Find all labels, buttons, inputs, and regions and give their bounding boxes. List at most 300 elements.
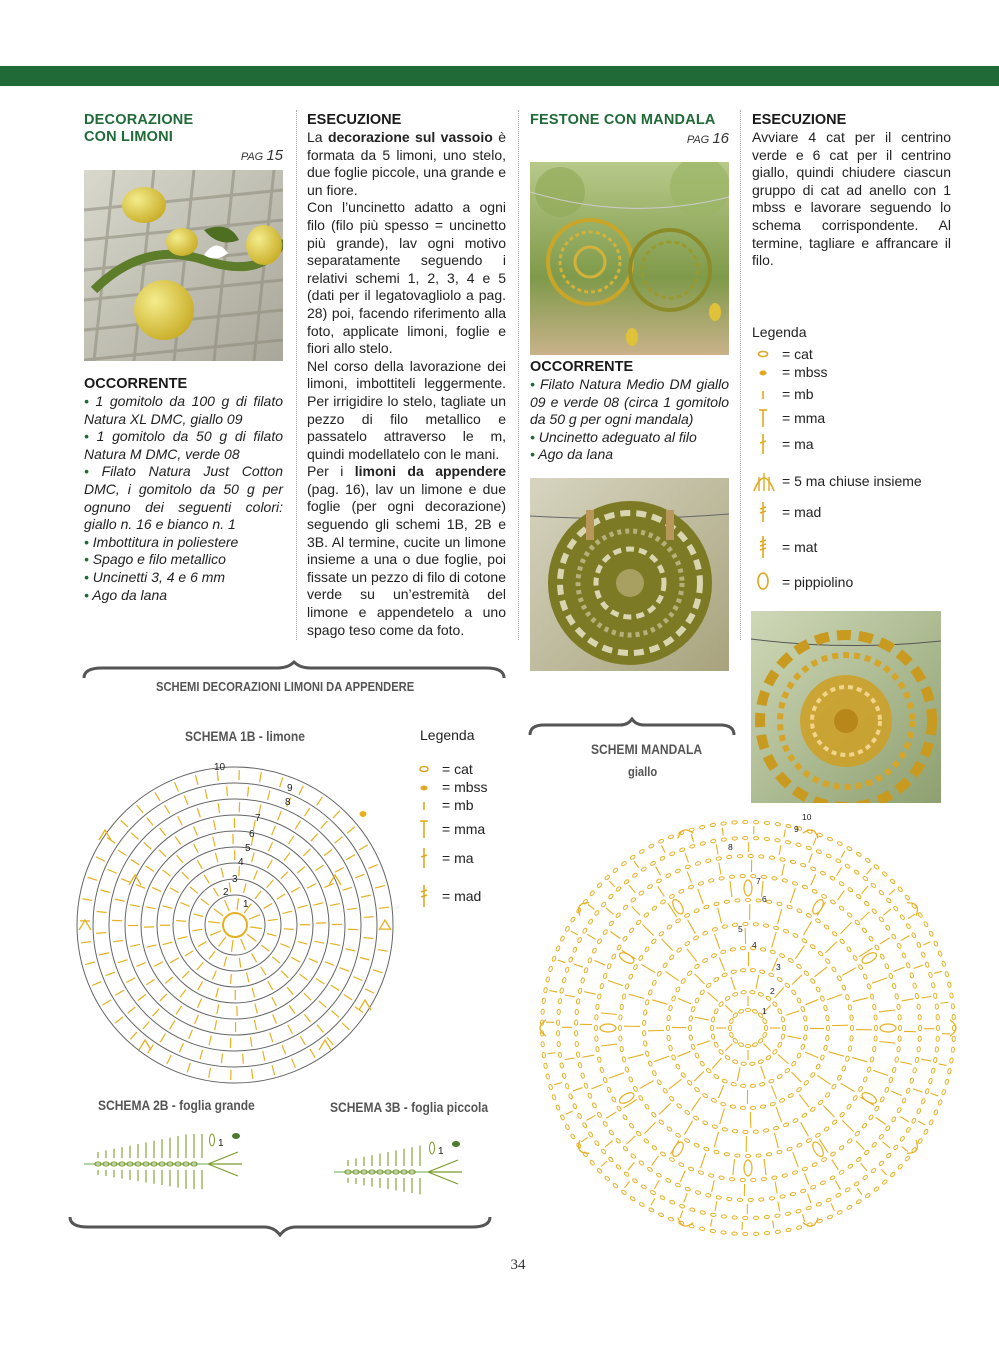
stitch-mark: [209, 951, 215, 959]
mandala-round-label-5: 5: [738, 924, 743, 934]
item: • Filato Natura Just Cotton DMC, i gomitolo da 50 g per ognuno dei seguenti colori: giallo n. 16 e bianco n. 1: [84, 463, 283, 533]
mandala-chain-stitch: [604, 875, 610, 881]
mandala-chain-stitch: [730, 947, 736, 951]
pippiolino-mark: [671, 898, 686, 916]
mandala-stitch: [609, 1073, 624, 1078]
mandala-stitch: [733, 1159, 735, 1175]
mandala-chain-stitch: [641, 866, 647, 872]
mandala-chain-stitch: [862, 1175, 868, 1181]
ring-label-1: 1: [243, 899, 249, 910]
mandala-stitch: [856, 1141, 864, 1150]
mandala-chain-stitch: [719, 876, 725, 880]
photo-festone-garden: [530, 162, 729, 355]
legend-row-pippiolino: = pippiolino: [752, 570, 853, 594]
mandala-stitch: [644, 1122, 655, 1133]
column-esecuzione-1: [307, 112, 506, 639]
stitch-mark: [130, 944, 140, 946]
stitch-mark: [288, 1025, 293, 1034]
caption-giallo: giallo: [628, 764, 658, 779]
mandala-chain-stitch: [886, 897, 892, 903]
mandala-chain-stitch: [652, 980, 657, 986]
mandala-chain-stitch: [616, 944, 621, 950]
stitch-mark: [261, 967, 266, 976]
mandala-chain-stitch: [678, 1162, 684, 1167]
mandala-chain-stitch: [557, 1041, 561, 1046]
mandala-chain-stitch: [684, 941, 690, 947]
stitch-mark: [331, 985, 339, 990]
mandala-chain-stitch: [703, 1147, 709, 1152]
mandala-stitch: [719, 958, 724, 971]
mandala-chain-stitch: [810, 1185, 816, 1190]
stitch-mark: [280, 778, 283, 788]
mandala-stitch: [678, 998, 691, 1003]
esecuzione-title: ESECUZIONE: [307, 112, 402, 128]
mandala-chain-stitch: [847, 887, 853, 893]
mandala-chain-stitch: [597, 882, 603, 888]
mandala-chain-stitch: [632, 1178, 638, 1184]
mandala-chain-stitch: [612, 1183, 618, 1189]
mandala-chain-stitch: [891, 934, 896, 940]
stitch-mark: [147, 945, 157, 947]
mandala-stitch: [708, 992, 718, 1001]
mandala-chain-stitch: [792, 933, 798, 938]
mandala-stitch: [825, 942, 836, 953]
mandala-chain-stitch: [609, 1129, 615, 1135]
item: • Uncinetto adeguato al filo: [530, 428, 697, 445]
mandala-stitch: [786, 1011, 799, 1015]
mandala-chain-stitch: [675, 1063, 680, 1069]
stitch-mark: [278, 811, 282, 820]
mandala-stitch: [840, 922, 851, 933]
stitch-mark: [252, 954, 257, 963]
occorrente-list-3: [530, 359, 729, 464]
mandala-round-label-4: 4: [752, 940, 757, 950]
mandala-stitch: [651, 1198, 655, 1205]
mandala-stitch: [656, 867, 661, 876]
mandala-chain-stitch: [699, 1061, 705, 1067]
mandala-chain-stitch: [713, 977, 719, 983]
mandala-chain-stitch: [643, 1138, 649, 1144]
mandala-chain-stitch: [695, 1190, 701, 1195]
mandala-stitch: [832, 1160, 838, 1170]
photo-green-mandala: [530, 478, 729, 671]
mandala-chain-stitch: [618, 1025, 621, 1030]
mandala-chain-stitch: [830, 899, 836, 905]
mandala-chain-stitch: [777, 1150, 783, 1154]
brace-mandala: [528, 717, 736, 737]
mandala-stitch: [632, 907, 640, 916]
mandala-chain-stitch: [659, 1195, 665, 1200]
item: • Ago da lana: [530, 446, 614, 463]
mandala-chain-stitch: [821, 894, 827, 899]
mandala-stitch: [881, 1169, 886, 1175]
mandala-chain-stitch: [548, 966, 553, 972]
stitch-mark: [268, 919, 278, 920]
mandala-chain-stitch: [699, 825, 705, 829]
mandala-stitch: [573, 964, 582, 967]
mandala-chain-stitch: [847, 912, 853, 918]
stitch-mark: [147, 818, 153, 826]
mandala-chain-stitch: [780, 1194, 786, 1198]
mandala-chain-stitch: [708, 878, 714, 882]
mandala-chain-stitch: [572, 947, 577, 953]
stitch-mark: [201, 899, 209, 905]
mandala-chain-stitch: [600, 1067, 605, 1073]
mandala-chain-stitch: [565, 926, 570, 932]
mandala-chain-stitch: [719, 1176, 725, 1180]
mandala-stitch: [548, 1053, 556, 1054]
mandala-chain-stitch: [721, 1215, 727, 1219]
item: • Ago da lana: [84, 586, 168, 603]
mandala-chain-stitch: [615, 886, 621, 892]
legend-row-mma: = mma: [416, 818, 485, 840]
mandala-chain-stitch: [562, 1073, 566, 1079]
mandala-chain-stitch: [615, 1164, 621, 1170]
mandala-chain-stitch: [660, 1151, 666, 1157]
caption-schema-3b: SCHEMA 3B - foglia piccola: [330, 1099, 489, 1115]
ring-2: [205, 895, 265, 955]
paragraph: Per i limoni da appendere (pag. 16), lav un limone e due foglie (per ogni decorazione) seguendo gli schemi 1B, 2B e 3B. Al termine, cucite un limone insieme a una o due foglie, poi fissate un pezzo di filo di cotone verde su un’estremità del limone e appendetelo a uno spago teso come da foto.: [307, 463, 506, 638]
mandala-stitch: [565, 1058, 575, 1060]
mandala-chain-stitch: [668, 1005, 672, 1011]
mandala-chain-stitch: [790, 860, 796, 864]
mandala-chain-stitch: [643, 1010, 647, 1016]
stitch-mark: [170, 1021, 175, 1029]
mandala-chain-stitch: [735, 899, 740, 903]
mandala-chain-stitch: [936, 1015, 939, 1020]
mandala-chain-stitch: [671, 1054, 676, 1060]
mandala-stitch: [934, 971, 942, 973]
stitch-mark: [298, 942, 308, 945]
mandala-stitch: [823, 1105, 834, 1116]
mandala-stitch: [680, 1171, 685, 1182]
mandala-stitch: [861, 912, 870, 920]
stitch-mark: [264, 903, 273, 908]
mandala-chain-stitch: [766, 900, 772, 904]
mandala-chain-stitch: [658, 1212, 664, 1217]
mandala-chain-stitch: [662, 962, 668, 968]
mandala-chain-stitch: [783, 1122, 789, 1127]
mandala-chain-stitch: [731, 1082, 737, 1086]
mandala-chain-stitch: [870, 994, 874, 1000]
mandala-chain-stitch: [729, 1177, 735, 1181]
mandala-stitch: [687, 871, 691, 882]
mandala-chain-stitch: [936, 1025, 939, 1030]
mandala-stitch: [940, 1002, 948, 1003]
paragraph: Nel corso della lavorazione dei limoni, imbottiteli leggermente. Per irrigidire lo stelo, tagliate un pezzo di filo metallico e passatelo attraverso le m, quindi modellatelo con le mani.: [307, 357, 506, 462]
mandala-chain-stitch: [676, 1103, 682, 1109]
mandala-chain-stitch: [651, 1112, 657, 1118]
mandala-stitch: [718, 1085, 723, 1098]
mandala-chain-stitch: [800, 1189, 806, 1194]
mandala-chain-stitch: [678, 889, 684, 894]
mandala-stitch: [685, 853, 688, 862]
mandala-stitch: [857, 1188, 862, 1195]
mandala-chain-stitch: [724, 900, 730, 904]
legend-row-mat: = mat: [752, 534, 817, 560]
mandala-chain-stitch: [852, 955, 858, 961]
mandala-chain-stitch: [741, 990, 747, 994]
mandala-stitch: [782, 864, 785, 876]
stitch-mark: [378, 950, 388, 952]
mandala-chain-stitch: [826, 1197, 832, 1202]
mandala-chain-stitch: [848, 1005, 852, 1011]
legend-row-ma: = ma: [752, 432, 814, 456]
mandala-chain-stitch: [584, 967, 589, 973]
mandala-chain-stitch: [856, 1157, 862, 1163]
mandala-chain-stitch: [552, 956, 557, 962]
mandala-chain-stitch: [688, 1166, 694, 1171]
mandala-stitch: [913, 1089, 922, 1092]
stitch-mark: [319, 1001, 326, 1008]
pippiolino-mark: [860, 1091, 878, 1106]
mandala-chain-stitch: [792, 1118, 798, 1123]
stitch-mark: [102, 1000, 111, 1005]
mandala-chain-stitch: [750, 1106, 755, 1110]
mandala-stitch: [609, 881, 614, 887]
mandala-chain-stitch: [782, 1025, 785, 1030]
mandala-chain-stitch: [560, 1114, 565, 1120]
stitch-mark: [239, 958, 240, 968]
mandala-chain-stitch: [850, 1015, 854, 1020]
stitch-mark: [195, 775, 198, 785]
mandala-chain-stitch: [796, 1209, 802, 1213]
mandala-stitch: [627, 1136, 636, 1144]
stitch-mark: [261, 945, 269, 951]
stitch-mark: [143, 1021, 150, 1028]
mandala-chain-stitch: [711, 1016, 715, 1022]
stitch-mark: [255, 1004, 257, 1014]
mandala-chain-stitch: [921, 1098, 926, 1104]
mad-symbol-icon: [752, 500, 776, 524]
schema-mandala-diagram: [524, 812, 972, 1242]
mandala-chain-stitch: [884, 963, 889, 969]
mandala-chain-stitch: [796, 1053, 801, 1059]
stitch-mark: [325, 962, 334, 966]
mandala-chain-stitch: [871, 908, 877, 914]
mandala-chain-stitch: [865, 858, 871, 864]
mandala-chain-stitch: [721, 822, 727, 826]
mandala-chain-stitch: [748, 1198, 753, 1201]
mandala-chain-stitch: [600, 983, 605, 989]
mandala-chain-stitch: [732, 923, 738, 927]
stitch-mark: [160, 994, 167, 1001]
mandala-chain-stitch: [772, 1001, 778, 1007]
stitch-mark: [291, 887, 300, 892]
mandala-stitch: [659, 1103, 670, 1114]
mandala-chain-stitch: [720, 1102, 726, 1107]
mandala-chain-stitch: [675, 868, 681, 873]
mandala-chain-stitch: [588, 919, 594, 925]
stitch-mark: [197, 808, 200, 818]
stitch-mark: [237, 898, 239, 910]
stitch-mark: [304, 993, 311, 1000]
mandala-stitch: [803, 1214, 805, 1222]
stitch-mark: [96, 933, 106, 934]
mandala-chain-stitch: [753, 923, 758, 927]
mandala-chain-stitch: [911, 932, 916, 938]
mandala-chain-stitch: [816, 1202, 822, 1207]
mandala-chain-stitch: [803, 1080, 809, 1086]
column-divider: [740, 110, 741, 640]
schema-1b-diagram: [65, 755, 405, 1095]
stitch-mark: [273, 1014, 277, 1023]
mandala-stitch: [923, 942, 930, 945]
mandala-chain-stitch: [602, 1121, 608, 1127]
mandala-chain-stitch: [711, 1034, 715, 1040]
mandala-chain-stitch: [607, 1087, 612, 1093]
mandala-stitch: [842, 968, 856, 976]
mandala-chain-stitch: [706, 982, 712, 988]
mandala-chain-stitch: [766, 1152, 772, 1156]
mandala-chain-stitch: [714, 902, 720, 906]
mandala-chain-stitch: [856, 1199, 862, 1204]
mandala-chain-stitch: [700, 841, 706, 845]
stitch-mark: [321, 821, 328, 828]
top-green-band: [0, 66, 999, 86]
mandala-chain-stitch: [803, 970, 809, 976]
mandala-chain-stitch: [878, 1134, 884, 1140]
mandala-chain-stitch: [825, 958, 831, 964]
stitch-mark: [363, 938, 373, 939]
leaf-tip: [428, 1160, 462, 1184]
ma-symbol-icon: [752, 432, 776, 456]
mandala-chain-stitch: [803, 1016, 807, 1022]
mandala-chain-stitch: [743, 1130, 748, 1133]
mandala-chain-stitch: [917, 1004, 921, 1010]
mandala-chain-stitch: [831, 966, 837, 972]
stitch-mark: [115, 1017, 123, 1023]
mandala-chain-stitch: [870, 1057, 874, 1063]
stitch-mark: [369, 865, 378, 869]
mandala-stitch: [698, 889, 703, 904]
mandala-chain-stitch: [938, 1099, 943, 1105]
mandala-chain-stitch: [737, 1198, 742, 1201]
ring-1: [223, 913, 247, 937]
mandala-round-label-2: 2: [770, 986, 775, 996]
mandala-chain-stitch: [689, 844, 695, 849]
mandala-chain-stitch: [815, 918, 821, 924]
mandala-chain-stitch: [751, 1178, 756, 1181]
photo-lemon-tray: [84, 170, 283, 361]
mandala-stitch: [558, 960, 566, 963]
mandala-chain-stitch: [699, 989, 705, 995]
mandala-chain-stitch: [570, 1133, 575, 1139]
mandala-chain-stitch: [835, 1193, 841, 1198]
mandala-chain-stitch: [792, 881, 798, 886]
paragraph: La decorazione sul vassoio è formata da 5 limoni, uno stelo, due foglie piccole, una grande e un fiore.: [307, 129, 506, 198]
stitch-mark: [204, 875, 209, 884]
stitch-mark: [295, 821, 300, 829]
mandala-chain-stitch: [941, 1089, 946, 1095]
mandala-chain-stitch: [745, 1008, 750, 1011]
mandala-chain-stitch: [745, 1154, 750, 1157]
stitch-mark: [342, 1023, 349, 1030]
mandala-chain-stitch: [702, 931, 708, 936]
mandala-chain-stitch: [611, 954, 616, 960]
mandala-stitch: [594, 960, 605, 965]
mandala-stitch: [583, 1055, 595, 1057]
mandala-chain-stitch: [882, 1179, 888, 1185]
item: • Uncinetti 3, 4 e 6 mm: [84, 568, 226, 585]
mandala-chain-stitch: [901, 952, 906, 958]
mandala-stitch: [629, 885, 635, 893]
mandala-chain-stitch: [597, 1112, 602, 1118]
mandala-chain-stitch: [802, 1166, 808, 1171]
mandala-stitch: [914, 965, 923, 968]
mandala-chain-stitch: [636, 1131, 642, 1137]
stitch-mark: [167, 1055, 171, 1064]
mandala-chain-stitch: [765, 1055, 771, 1061]
mandala-chain-stitch: [698, 1170, 704, 1175]
stitch-mark: [270, 1033, 273, 1043]
mandala-chain-stitch: [835, 858, 841, 863]
stitch-mark: [365, 989, 374, 993]
stitch-mark: [200, 1050, 203, 1060]
stitch-mark: [243, 883, 246, 893]
mandala-chain-stitch: [841, 1065, 846, 1071]
mandala-chain-stitch: [651, 905, 657, 911]
stitch-mark: [205, 789, 207, 799]
mandala-stitch: [908, 914, 915, 919]
mandala-chain-stitch: [888, 973, 893, 979]
mandala-chain-stitch: [645, 999, 649, 1005]
mandala-chain-stitch: [740, 1106, 745, 1110]
mandala-chain-stitch: [865, 1193, 871, 1199]
mandala-chain-stitch: [796, 997, 801, 1003]
stitch-mark: [252, 852, 255, 862]
mandala-stitch: [694, 1072, 704, 1082]
mandala-chain-stitch: [555, 1104, 560, 1110]
legend-title: Legenda: [752, 324, 807, 340]
stitch-mark: [137, 805, 143, 813]
stitch-mark: [165, 977, 173, 983]
mandala-stitch: [720, 1109, 725, 1124]
stitch-mark: [268, 981, 273, 990]
mandala-stitch: [658, 886, 664, 896]
occorrente-title: OCCORRENTE: [84, 376, 188, 392]
mandala-chain-stitch: [711, 953, 717, 958]
mandala-stitch: [773, 1220, 774, 1228]
mandala-chain-stitch: [668, 1217, 674, 1222]
mandala-chain-stitch: [705, 1193, 711, 1197]
mandala-chain-stitch: [841, 985, 846, 991]
mandala-chain-stitch: [806, 1206, 812, 1211]
mandala-stitch: [573, 1088, 582, 1091]
mandala-stitch: [756, 975, 759, 989]
mandala-stitch: [918, 1121, 925, 1125]
mandala-stitch: [606, 1112, 616, 1118]
mandala-chain-stitch: [644, 1104, 650, 1110]
mandala-chain-stitch: [639, 849, 645, 854]
leaf-label-1: 1: [218, 1138, 224, 1149]
stitch-mark: [272, 957, 280, 963]
stitch-mark: [250, 927, 262, 929]
stitch-mark: [197, 962, 203, 970]
stitch-mark: [317, 797, 323, 805]
stitch-mark: [88, 877, 98, 880]
mandala-chain-stitch: [650, 1190, 656, 1195]
mandala-chain-stitch: [854, 1131, 860, 1137]
stitch-mark: [373, 970, 383, 973]
mandala-chain-stitch: [756, 1154, 761, 1158]
mandala-chain-stitch: [652, 1070, 657, 1076]
stitch-mark: [131, 833, 138, 840]
mandala-stitch: [712, 1058, 721, 1068]
mandala-chain-stitch: [925, 962, 930, 968]
mandala-chain-stitch: [758, 1059, 764, 1064]
stitch-mark: [121, 820, 128, 827]
